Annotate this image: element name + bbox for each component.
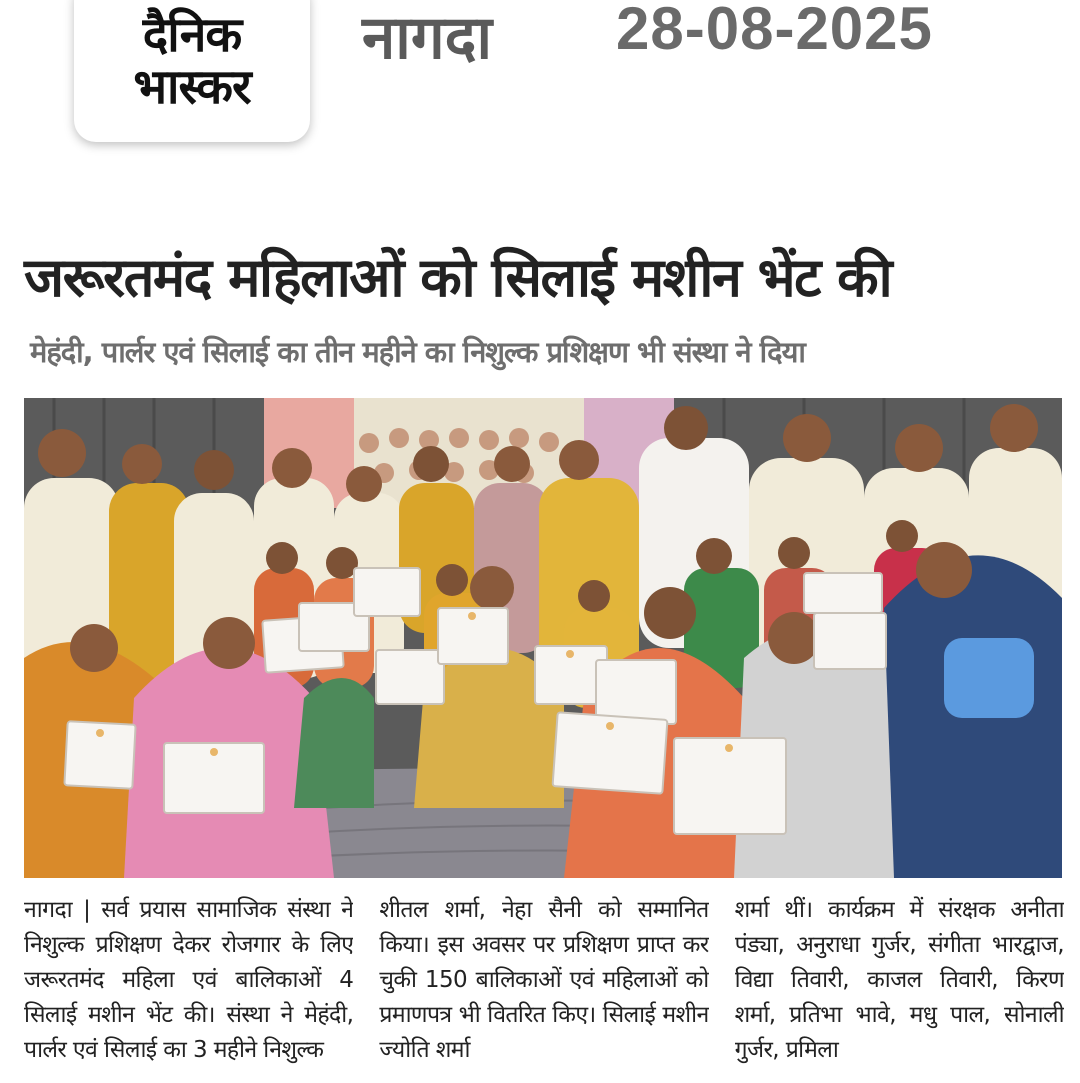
logo-line-1: दैनिक [142, 7, 242, 63]
article-body [24, 893, 1064, 1083]
group-photo-illustration [24, 398, 1062, 878]
article-column-1: नागदा | सर्व प्रयास सामाजिक संस्था ने निशुल्क प्रशिक्षण देकर रोजगार के लिए जरूरतमंद महिला एवं बालिकाओं 4 सिलाई मशीन भेंट की। संस्था ने मेहंदी, पार्लर एवं सिलाई का 3 महीने निशुल्क [24, 897, 354, 1063]
news-photo [24, 398, 1062, 878]
logo-line-2: भास्कर [133, 59, 251, 115]
masthead [0, 0, 1080, 150]
article-column-2: शीतल शर्मा, नेहा सैनी को सम्मानित किया। इस अवसर पर प्रशिक्षण प्राप्त कर चुकी 150 बालिकाओं एवं महिलाओं को प्रमाणपत्र भी वितरित किए। सिलाई मशीन ज्योति शर्मा [379, 897, 709, 1063]
subheadline: मेहंदी, पार्लर एवं सिलाई का तीन महीने का निशुल्क प्रशिक्षण भी संस्था ने दिया [30, 335, 805, 369]
headline: जरूरतमंद महिलाओं को सिलाई मशीन भेंट की [24, 246, 892, 309]
edition-date: 28-08-2025 [616, 0, 933, 62]
edition-city: नागदा [362, 3, 493, 73]
article-column-3: शर्मा थीं। कार्यक्रम में संरक्षक अनीता पंड्या, अनुराधा गुर्जर, संगीता भारद्वाज, विद्या तिवारी, काजल तिवारी, किरण शर्मा, प्रतिभा भावे, मधु पाल, सोनाली गुर्जर, प्रमिला [734, 897, 1064, 1063]
newspaper-logo [74, 0, 310, 142]
